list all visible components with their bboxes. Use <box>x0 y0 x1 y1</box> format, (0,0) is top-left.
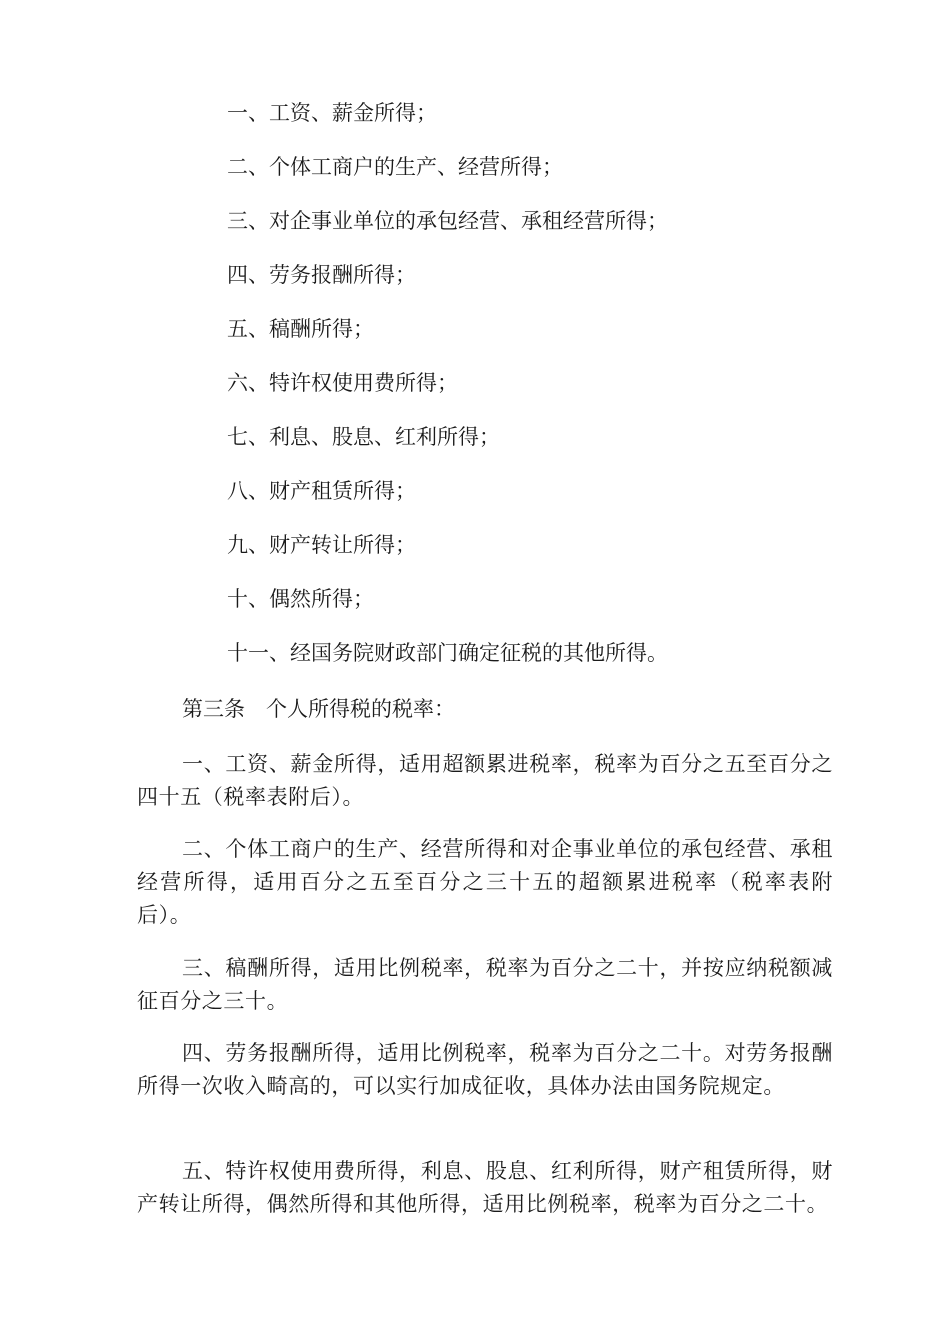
list-item: 九、财产转让所得； <box>227 533 416 557</box>
tax-rate-paragraph: 一、工资、薪金所得，适用超额累进税率，税率为百分之五至百分之四十五（税率表附后）。 <box>137 752 833 809</box>
list-item: 四、劳务报酬所得； <box>227 263 416 287</box>
list-item: 十、偶然所得； <box>227 587 374 611</box>
list-item: 六、特许权使用费所得； <box>227 371 458 395</box>
list-item: 五、稿酬所得； <box>227 317 374 341</box>
income-items-list <box>227 98 867 692</box>
list-item: 二、个体工商户的生产、经营所得； <box>227 155 563 179</box>
tax-rate-paragraph: 五、特许权使用费所得，利息、股息、红利所得，财产租赁所得，财产转让所得，偶然所得和其他所得，适用比例税率，税率为百分之二十。 <box>137 1159 833 1216</box>
list-item: 一、工资、薪金所得； <box>227 101 437 125</box>
tax-rate-paragraph: 二、个体工商户的生产、经营所得和对企事业单位的承包经营、承租经营所得，适用百分之五至百分之三十五的超额累进税率（税率表附后）。 <box>137 837 833 927</box>
tax-rate-paragraph: 四、劳务报酬所得，适用比例税率，税率为百分之二十。对劳务报酬所得一次收入畸高的，可以实行加成征收，具体办法由国务院规定。 <box>137 1041 833 1098</box>
article-three-heading: 第三条 个人所得税的税率： <box>182 697 455 721</box>
tax-rate-paragraph: 三、稿酬所得，适用比例税率，税率为百分之二十，并按应纳税额减征百分之三十。 <box>137 956 833 1013</box>
list-item: 七、利息、股息、红利所得； <box>227 425 500 449</box>
list-item: 三、对企事业单位的承包经营、承租经营所得； <box>227 209 668 233</box>
list-item: 十一、经国务院财政部门确定征税的其他所得。 <box>227 641 668 665</box>
list-item: 八、财产租赁所得； <box>227 479 416 503</box>
